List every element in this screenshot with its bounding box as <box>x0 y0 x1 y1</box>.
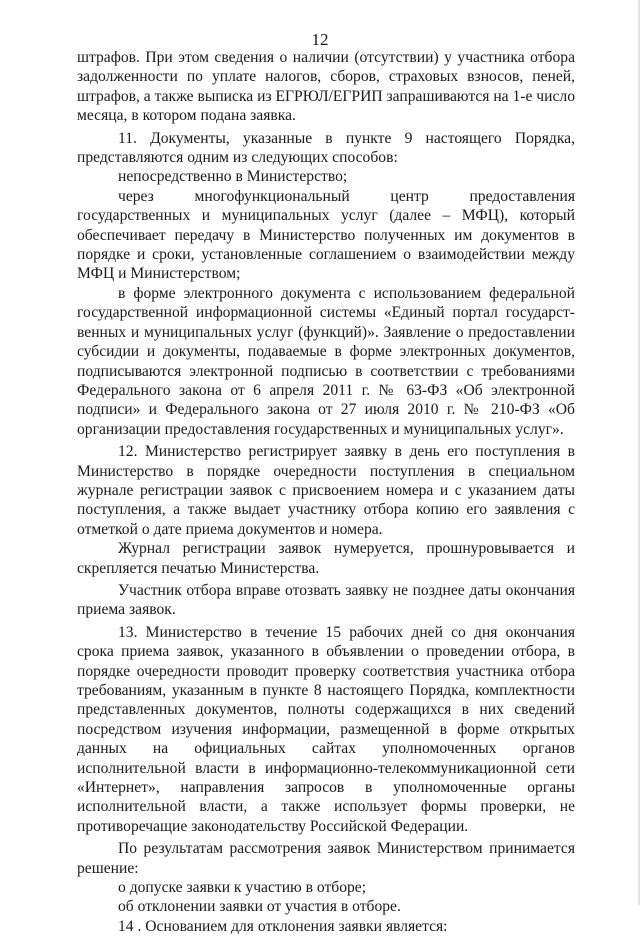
paragraph-withdraw: Участник отбора вправе отозвать заявку не позднее даты окончания приема заявок. <box>77 581 575 619</box>
paragraph-method-direct: непосредственно в Министерство; <box>118 168 348 186</box>
paragraph-decision-reject: об отклонении заявки от участия в отборе. <box>118 898 401 916</box>
paragraph-method-mfc: через многофункциональный центр предоставления государственных и муниципальных услуг (далее – МФЦ), который обеспечивает передачу в Министерство полученных им документов в порядке и сроки, установленные соглашением о взаимодействии между МФЦ и Министерством; <box>77 187 575 283</box>
paragraph-item-12: 12. Министерство регистрирует заявку в день его поступления в Министерство в порядке очередности поступления в специальном журнале регистрации заявок с присвоением номера и с указанием даты поступления, а также выдает участнику отбора копию его заявления с отметкой о дате приема документов и номера. <box>77 443 575 538</box>
paragraph-item-11: 11. Документы, указанные в пункте 9 настоящего Порядка, представляются одним из следующих способов: <box>77 129 575 167</box>
page-number: 12 <box>311 30 329 49</box>
paragraph-item-14: 14 . Основанием для отклонения заявки является: <box>118 917 448 935</box>
paragraph-continuation: штрафов. При этом сведения о наличии (отсутствии) у участника отбора задолженности по уплате налогов, сборов, страховых взносов, пеней, штрафов, а также выписка из ЕГРЮЛ/ЕГРИП запрашиваются на 1-е число месяца, в котором подана заявка. <box>77 49 575 125</box>
paragraph-item-13: 13. Министерство в течение 15 рабочих дней со дня окончания срока приема заявок, указанного в объявлении о проведении отбора, в порядке очередности проводит проверку соответствия участника отбора требованиям, указанным в пункте 8 настоящего Порядка, комплектности представленных документов, полноты содержащихся в них сведений посредством изучения информации, размещенной в форме открытых данных на официальных сайтах уполномоченных органов исполнительной власти в информационно-телекоммуникационной сети «Интернет», направления запросов в уполномоченные органы исполнительной власти, а также использует формы проверки, не противоречащие законодательству Российской Федерации. <box>77 623 575 835</box>
paragraph-method-electronic: в форме электронного документа с использованием федеральной государственной информационной системы «Единый портал государст-венных и муниципальных услуг (функций)». Заявление о предоставлении субсидии и документы, подаваемые в форме электронных документов, подписываются электронной подписью в соответствии с требованиями Федерального закона от 6 апреля 2011 г. № 63-ФЗ «Об электронной подписи» и Федерального закона от 27 июля 2010 г. № 210-ФЗ «Об организации предоставления государственных и муниципальных услуг». <box>77 284 575 438</box>
document-body <box>77 48 575 936</box>
paragraph-journal: Журнал регистрации заявок нумеруется, прошнуровывается и скрепляется печатью Министерства. <box>77 540 575 577</box>
paragraph-decision: По результатам рассмотрения заявок Министерством принимается решение: <box>77 840 575 877</box>
paragraph-decision-admit: о допуске заявки к участию в отборе; <box>118 879 367 897</box>
